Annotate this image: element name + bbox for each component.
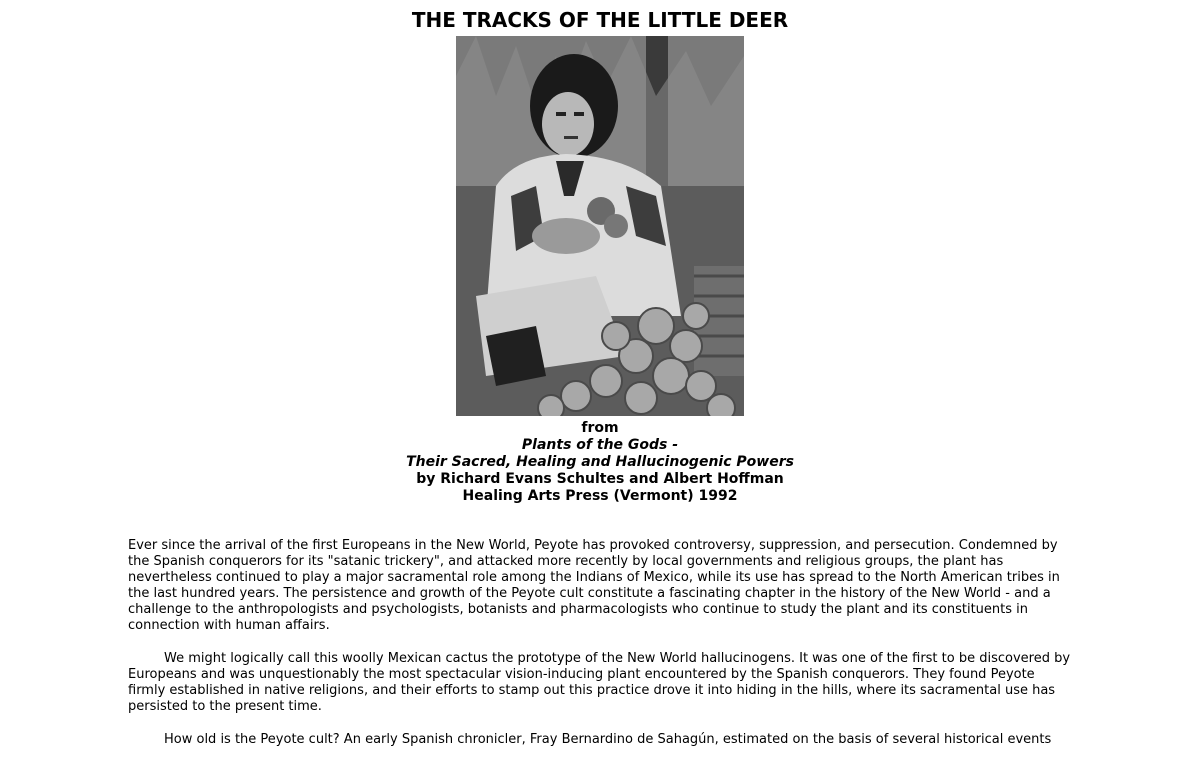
source-credits [0, 420, 1200, 505]
credits-from: from [581, 420, 619, 436]
book-authors: by Richard Evans Schultes and Albert Hoffman [416, 471, 784, 487]
article-body [128, 538, 1073, 765]
book-publisher: Healing Arts Press (Vermont) 1992 [462, 488, 738, 504]
paragraph: Ever since the arrival of the first Europeans in the New World, Peyote has provoked controversy, suppression, and persecution. Condemned by the Spanish conquerors for its "satanic trickery", and attacked more recently by local governments and religious groups, the plant has nevertheless continued to play a major sacramental role among the Indians of Mexico, while its use has spread to the North American tribes in the last hundred years. The persistence and growth of the Peyote cult constitute a fascinating chapter in the history of the New World - and a challenge to the anthropologists and psychologists, botanists and pharmacologists who continue to study the plant and its constituents in connection with human affairs. [128, 538, 1060, 633]
paragraph: How old is the Peyote cult? An early Spanish chronicler, Fray Bernardino de Sahagún, estimated on the basis of several historical events [164, 732, 1052, 747]
book-subtitle: Their Sacred, Healing and Hallucinogenic Powers [406, 454, 794, 470]
man-with-peyote-icon [456, 36, 744, 416]
book-title: Plants of the Gods - [521, 437, 679, 453]
paragraph: We might logically call this woolly Mexican cactus the prototype of the New World hallucinogens. It was one of the first to be discovered by Europeans and was unquestionably the most spectacular vision-inducing plant encountered by the Spanish conquerors. They found Peyote firmly established in native religions, and their efforts to stamp out this practice drove it into hiding in the hills, where its sacramental use has persisted to the present time. [128, 651, 1071, 714]
page-title: THE TRACKS OF THE LITTLE DEER [411, 8, 789, 32]
